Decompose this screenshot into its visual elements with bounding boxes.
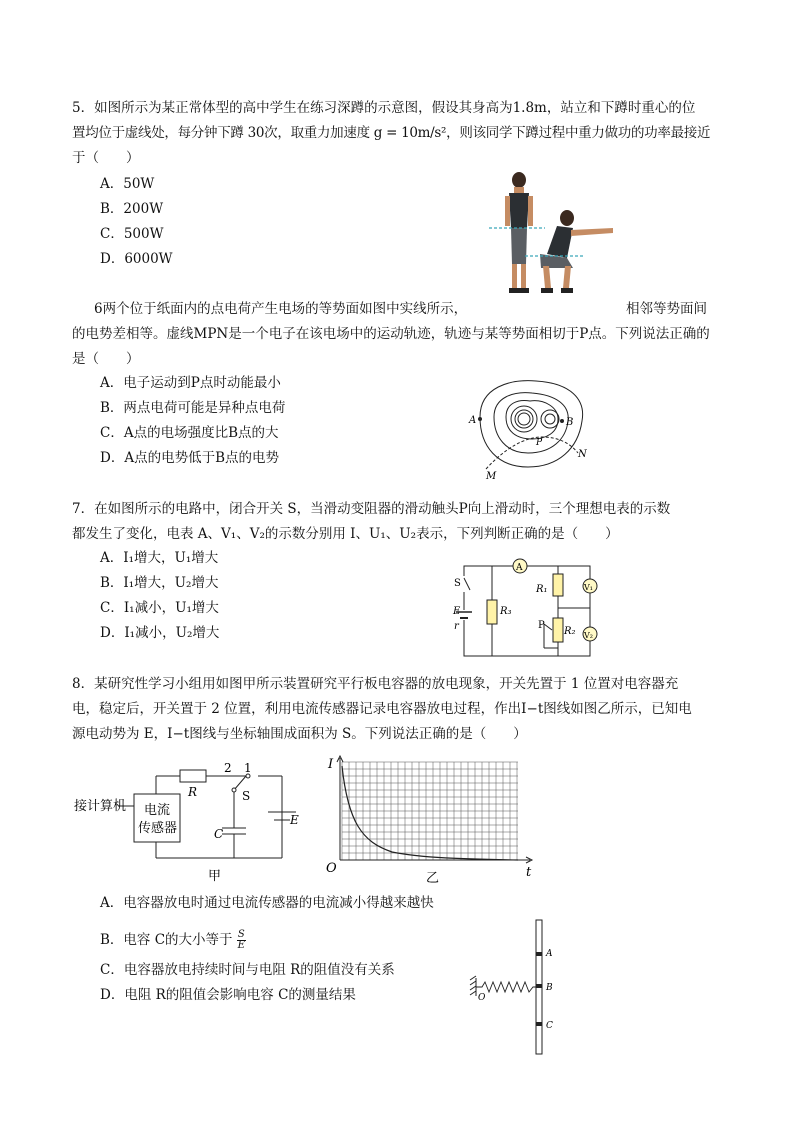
t-axis-label: t: [526, 865, 532, 880]
sensor-label-2: 传感器: [138, 821, 178, 836]
q5-option-b: B．200W: [100, 201, 164, 217]
c-jia-label: C: [214, 827, 224, 841]
q8-option-c: C．电容器放电持续时间与电阻 R的阻值没有关系: [100, 962, 395, 978]
q7-stem: [72, 497, 722, 547]
q5-stem: [72, 96, 722, 171]
q5-option-c: C．500W: [100, 226, 164, 242]
spring-label-c: C: [546, 1021, 553, 1031]
v1-label: V₁: [584, 583, 593, 592]
q5-line3: 于（ ）: [72, 150, 140, 166]
q6-stem: [72, 322, 722, 372]
e-jia-label: E: [290, 813, 299, 827]
r3-label: R₃: [500, 606, 512, 617]
q8-option-d: D．电阻 R的阻值会影响电容 C的测量结果: [100, 987, 356, 1003]
caption-jia: 甲: [208, 869, 222, 882]
q6-line1b: 相邻等势面间: [626, 301, 707, 317]
graph-yi: [322, 752, 542, 884]
q6-line3: 是（ ）: [72, 351, 140, 367]
switch-label: S: [454, 578, 461, 589]
r-label: r: [454, 621, 459, 632]
fraction-denominator: E: [237, 940, 245, 951]
q8-line3: 源电动势为 E，I−t图线与坐标轴围成面积为 S。下列说法正确的是（ ）: [72, 726, 527, 742]
q7-option-b: B．I₁增大，U₂增大: [100, 575, 219, 591]
circuit-jia: [72, 762, 312, 882]
q6-option-a: A．电子运动到P点时动能最小: [100, 375, 281, 391]
q5-option-a: A．50W: [100, 176, 155, 192]
circuit-q7: [450, 552, 610, 662]
spring-label-a: A: [546, 949, 553, 959]
q6-line2: 的电势差相等。虚线MPN是一个电子在该电场中的运动轨迹，轨迹与某等势面相切于P点。下列说法正确的: [72, 326, 710, 342]
p-label: P: [538, 620, 545, 631]
q6-option-c: C．A点的电场强度比B点的大: [100, 425, 279, 441]
squatting-person: [540, 210, 613, 293]
label-b: B: [566, 417, 574, 428]
q8-line2: 电，稳定后，开关置于 2 位置，利用电流传感器记录电容器放电过程，作出I−t图线如图乙所示，已知电: [72, 701, 692, 717]
label-p: P: [536, 438, 543, 448]
q7-option-a: A．I₁增大，U₁增大: [100, 550, 219, 566]
origin-label: O: [326, 861, 337, 876]
r2-label: R₂: [564, 626, 576, 637]
label-n: N: [578, 449, 587, 460]
q5-option-d: D．6000W: [100, 251, 173, 267]
q7-line2: 都发生了变化，电表 A、V₁、V₂的示数分别用 I、U₁、U₂表示，下列判断正确的是（ ）: [72, 526, 619, 542]
s-jia-label: S: [242, 789, 251, 803]
q6-option-b: B．两点电荷可能是异种点电荷: [100, 400, 286, 416]
emf-label: E: [453, 606, 461, 617]
q8-line1: 8．某研究性学习小组用如图甲所示装置研究平行板电容器的放电现象，开关先置于 1 位置对电容器充: [72, 676, 679, 692]
graph-grid: [342, 762, 518, 860]
v2-label: V₂: [584, 631, 593, 640]
q7-option-d: D．I₁减小，U₂增大: [100, 625, 220, 641]
label-a: A: [469, 415, 477, 426]
ammeter-label: A: [516, 563, 523, 573]
q7-option-c: C．I₁减小，U₁增大: [100, 600, 219, 616]
spring-figure: [466, 918, 576, 1058]
sensor-label-1: 电流: [144, 803, 171, 818]
q6-line1a: 6两个位于纸面内的点电荷产生电场的等势面如图中实线所示，: [94, 301, 468, 317]
r1-label: R₁: [536, 584, 548, 595]
q8-stem: [72, 672, 722, 747]
spring-label-o: O: [478, 993, 486, 1003]
fraction-s-over-e: [237, 930, 246, 951]
computer-label: 接计算机: [74, 799, 127, 814]
i-axis-label: I: [328, 757, 334, 772]
pos1-label: 1: [244, 762, 252, 775]
q8-option-b-text: B．电容 C的大小等于: [100, 932, 233, 948]
q6-option-d: D．A点的电势低于B点的电势: [100, 450, 279, 466]
pos2-label: 2: [224, 762, 232, 775]
q8-option-b: [100, 930, 246, 951]
equipotential-figure: [466, 373, 598, 485]
q7-line1: 7．在如图所示的电路中，闭合开关 S，当滑动变阻器的滑动触头P向上滑动时，三个理想电表的示数: [72, 501, 671, 517]
q8-option-a: A．电容器放电时通过电流传感器的电流减小得越来越快: [100, 895, 434, 911]
label-m: M: [486, 471, 497, 482]
standing-person: [505, 172, 533, 293]
q5-line2: 置均位于虚线处，每分钟下蹲 30次，取重力加速度 g = 10m/s²，则该同学下蹲过程中重力做功的功率最接近: [72, 125, 711, 141]
spring-label-b: B: [546, 983, 553, 993]
squat-figure: [485, 168, 615, 300]
q5-line1: 5．如图所示为某正常体型的高中学生在练习深蹲的示意图，假设其身高为1.8m，站立和下蹲时重心的位: [72, 100, 696, 116]
fraction-numerator: S: [237, 929, 245, 940]
caption-yi: 乙: [426, 871, 440, 884]
r-jia-label: R: [188, 785, 198, 799]
